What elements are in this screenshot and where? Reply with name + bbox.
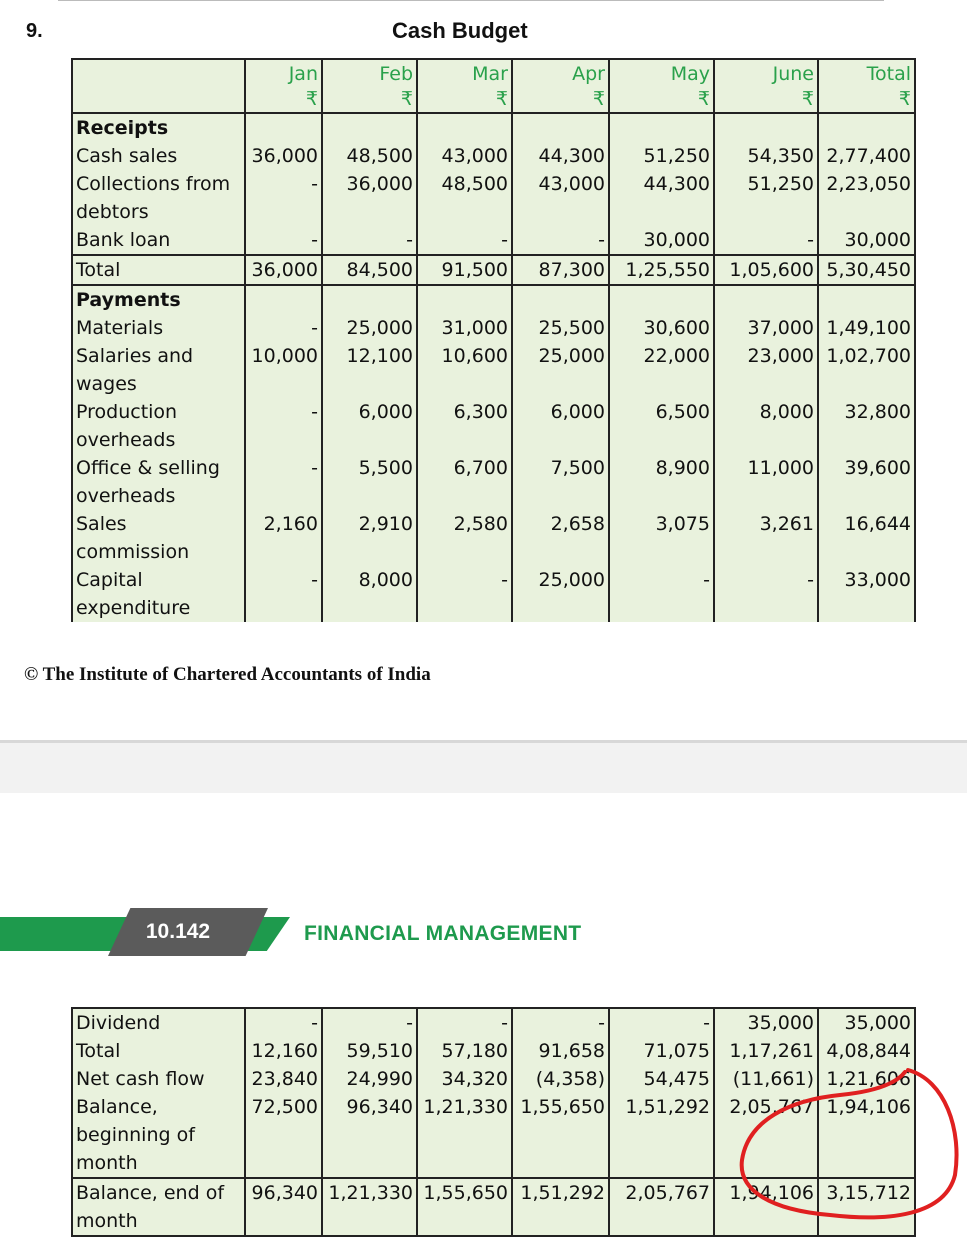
cell-value: 48,500	[322, 142, 417, 170]
cell-value: 6,000	[322, 398, 417, 454]
cell-value: 2,910	[322, 510, 417, 566]
cell-value: 2,23,050	[818, 170, 915, 226]
row-label	[72, 255, 245, 285]
empty-cell	[818, 285, 915, 314]
cell-value: 8,000	[322, 566, 417, 622]
cell-value: 25,000	[322, 314, 417, 342]
empty-cell	[512, 285, 609, 314]
cell-value: 1,05,600	[714, 255, 818, 285]
row-label	[72, 454, 245, 510]
cell-value: 3,15,712	[818, 1178, 915, 1236]
question-number: 9.	[26, 20, 43, 42]
table-row	[72, 226, 915, 255]
row-label	[72, 226, 245, 255]
cell-value: 1,55,650	[417, 1178, 512, 1236]
column-header	[818, 59, 915, 113]
cell-value: 6,000	[512, 398, 609, 454]
section-heading: Payments	[72, 285, 245, 314]
section-heading: Receipts	[72, 113, 245, 142]
cell-value: 91,658	[512, 1037, 609, 1065]
cell-value: 59,510	[322, 1037, 417, 1065]
row-label-line: overheads	[76, 429, 176, 451]
empty-cell	[714, 285, 818, 314]
empty-cell	[417, 285, 512, 314]
table-row	[72, 566, 915, 622]
cell-value: 43,000	[512, 170, 609, 226]
cell-value: 84,500	[322, 255, 417, 285]
row-label	[72, 1065, 245, 1093]
empty-cell	[714, 113, 818, 142]
cell-value: 1,51,292	[609, 1093, 714, 1178]
empty-cell	[609, 113, 714, 142]
cell-value: 2,77,400	[818, 142, 915, 170]
row-label	[72, 314, 245, 342]
cell-value: 1,25,550	[609, 255, 714, 285]
table-row	[72, 1008, 915, 1037]
chapter-title: FINANCIAL MANAGEMENT	[304, 922, 582, 945]
table-row	[72, 1037, 915, 1065]
cell-value: 6,700	[417, 454, 512, 510]
row-label-line: debtors	[76, 201, 149, 223]
cell-value: -	[322, 226, 417, 255]
cell-value: 2,05,767	[609, 1178, 714, 1236]
cell-value: 23,000	[714, 342, 818, 398]
cell-value: 16,644	[818, 510, 915, 566]
cell-value: 30,600	[609, 314, 714, 342]
cell-value: -	[245, 566, 322, 622]
column-header	[322, 59, 417, 113]
empty-cell	[818, 113, 915, 142]
row-label-line: Salaries and	[76, 345, 194, 367]
cell-value: 51,250	[609, 142, 714, 170]
row-label-line: Balance,	[76, 1096, 158, 1118]
cell-value: 25,500	[512, 314, 609, 342]
cell-value: -	[417, 1008, 512, 1037]
row-label-line: Production	[76, 401, 178, 423]
page-gap	[0, 743, 967, 793]
cell-value: (4,358)	[512, 1065, 609, 1093]
cell-value: 6,300	[417, 398, 512, 454]
cell-value: 1,51,292	[512, 1178, 609, 1236]
column-header	[609, 59, 714, 113]
cell-value: 96,340	[322, 1093, 417, 1178]
page-title: Cash Budget	[392, 18, 528, 43]
cell-value: 33,000	[818, 566, 915, 622]
cell-value: 1,49,100	[818, 314, 915, 342]
cell-value: 31,000	[417, 314, 512, 342]
column-unit: ₹	[305, 88, 318, 110]
cell-value: 87,300	[512, 255, 609, 285]
row-label-text: Total	[76, 259, 121, 281]
cell-value: 1,21,606	[818, 1065, 915, 1093]
column-unit: ₹	[592, 88, 605, 110]
cell-value: 30,000	[609, 226, 714, 255]
cell-value: -	[245, 454, 322, 510]
cell-value: 34,320	[417, 1065, 512, 1093]
cell-value: 91,500	[417, 255, 512, 285]
cell-value: 3,261	[714, 510, 818, 566]
row-label-line: Dividend	[76, 1012, 161, 1034]
column-unit: ₹	[400, 88, 413, 110]
row-label-line: Balance, end of	[76, 1182, 225, 1204]
column-unit: ₹	[697, 88, 710, 110]
cell-value: 25,000	[512, 566, 609, 622]
column-header	[245, 59, 322, 113]
column-unit: ₹	[898, 88, 911, 110]
table-row	[72, 510, 915, 566]
cell-value: 1,55,650	[512, 1093, 609, 1178]
cell-value: 8,000	[714, 398, 818, 454]
cash-budget-table	[71, 58, 916, 622]
cell-value: 11,000	[714, 454, 818, 510]
cell-value: 1,17,261	[714, 1037, 818, 1065]
row-label-line: month	[76, 1152, 138, 1174]
cell-value: -	[512, 1008, 609, 1037]
cell-value: 30,000	[818, 226, 915, 255]
table-row	[72, 170, 915, 226]
row-label	[72, 342, 245, 398]
cell-value: 54,475	[609, 1065, 714, 1093]
column-month: Apr	[572, 63, 605, 85]
cell-value: 1,21,330	[322, 1178, 417, 1236]
cell-value: -	[609, 566, 714, 622]
empty-cell	[245, 285, 322, 314]
table-row	[72, 1065, 915, 1093]
row-label-line: Net cash flow	[76, 1068, 205, 1090]
cell-value: 5,30,450	[818, 255, 915, 285]
empty-cell	[609, 285, 714, 314]
cell-value: -	[245, 398, 322, 454]
row-label-line: Bank loan	[76, 229, 171, 251]
row-label-line: Sales	[76, 513, 127, 535]
column-month: Feb	[379, 63, 413, 85]
column-month: Jan	[288, 63, 318, 85]
column-header	[512, 59, 609, 113]
row-label	[72, 566, 245, 622]
cell-value: -	[512, 226, 609, 255]
row-label	[72, 170, 245, 226]
row-label-line: Cash sales	[76, 145, 178, 167]
page-number: 10.142	[145, 920, 211, 943]
cell-value: 7,500	[512, 454, 609, 510]
cell-value: 35,000	[714, 1008, 818, 1037]
cell-value: 2,160	[245, 510, 322, 566]
cell-value: -	[245, 314, 322, 342]
cell-value: -	[609, 1008, 714, 1037]
cash-budget-table-continued	[71, 1007, 916, 1237]
total-row	[72, 255, 915, 285]
row-label	[72, 1037, 245, 1065]
row-label-line: Total	[76, 1040, 121, 1062]
row-label-line: month	[76, 1210, 138, 1232]
cell-value: 43,000	[417, 142, 512, 170]
table-row	[72, 342, 915, 398]
row-label	[72, 1093, 245, 1178]
empty-cell	[417, 113, 512, 142]
table-row	[72, 1178, 915, 1236]
cell-value: 39,600	[818, 454, 915, 510]
table-row	[72, 398, 915, 454]
table-row	[72, 454, 915, 510]
cell-value: 44,300	[512, 142, 609, 170]
cell-value: 71,075	[609, 1037, 714, 1065]
cell-value: 25,000	[512, 342, 609, 398]
cell-value: (11,661)	[714, 1065, 818, 1093]
cell-value: 12,160	[245, 1037, 322, 1065]
column-header	[714, 59, 818, 113]
row-label-line: Capital	[76, 569, 143, 591]
row-label-line: commission	[76, 541, 190, 563]
empty-cell	[245, 113, 322, 142]
table-row	[72, 142, 915, 170]
cell-value: 1,21,330	[417, 1093, 512, 1178]
section-heading-row	[72, 113, 915, 142]
cell-value: 12,100	[322, 342, 417, 398]
empty-cell	[322, 113, 417, 142]
column-unit: ₹	[801, 88, 814, 110]
cell-value: -	[245, 1008, 322, 1037]
row-label	[72, 1008, 245, 1037]
cell-value: 1,02,700	[818, 342, 915, 398]
cell-value: 54,350	[714, 142, 818, 170]
row-label-line: Collections from	[76, 173, 231, 195]
cell-value: -	[417, 566, 512, 622]
cell-value: 2,05,767	[714, 1093, 818, 1178]
cell-value: -	[245, 226, 322, 255]
cell-value: 1,94,106	[714, 1178, 818, 1236]
column-header	[417, 59, 512, 113]
cell-value: 35,000	[818, 1008, 915, 1037]
copyright-notice: © The Institute of Chartered Accountants of India	[24, 664, 431, 685]
cell-value: -	[322, 1008, 417, 1037]
row-label	[72, 142, 245, 170]
column-month: Total	[866, 63, 911, 85]
cell-value: 23,840	[245, 1065, 322, 1093]
cell-value: 10,000	[245, 342, 322, 398]
cell-value: 57,180	[417, 1037, 512, 1065]
cell-value: -	[245, 170, 322, 226]
column-unit: ₹	[495, 88, 508, 110]
cell-value: 51,250	[714, 170, 818, 226]
row-label	[72, 398, 245, 454]
row-label-line: Office & selling	[76, 457, 220, 479]
cell-value: 2,658	[512, 510, 609, 566]
column-month: May	[670, 63, 710, 85]
header-row	[72, 59, 915, 113]
cell-value: 6,500	[609, 398, 714, 454]
cell-value: 72,500	[245, 1093, 322, 1178]
top-rule	[58, 0, 884, 1]
cell-value: 36,000	[245, 142, 322, 170]
column-month: June	[772, 63, 814, 85]
cell-value: 2,580	[417, 510, 512, 566]
cell-value: 24,990	[322, 1065, 417, 1093]
section-heading-row	[72, 285, 915, 314]
cell-value: 36,000	[322, 170, 417, 226]
cell-value: 8,900	[609, 454, 714, 510]
row-label-line: expenditure	[76, 597, 191, 619]
cell-value: -	[714, 566, 818, 622]
cell-value: 48,500	[417, 170, 512, 226]
cell-value: -	[417, 226, 512, 255]
row-label	[72, 510, 245, 566]
cell-value: 44,300	[609, 170, 714, 226]
column-month: Mar	[472, 63, 508, 85]
cell-value: 36,000	[245, 255, 322, 285]
row-label	[72, 1178, 245, 1236]
cell-value: 3,075	[609, 510, 714, 566]
cell-value: 37,000	[714, 314, 818, 342]
cell-value: 32,800	[818, 398, 915, 454]
row-label-line: overheads	[76, 485, 176, 507]
empty-cell	[322, 285, 417, 314]
table-row	[72, 314, 915, 342]
cell-value: -	[714, 226, 818, 255]
cell-value: 1,94,106	[818, 1093, 915, 1178]
header-blank-cell	[72, 59, 245, 113]
row-label-line: wages	[76, 373, 137, 395]
empty-cell	[512, 113, 609, 142]
cell-value: 22,000	[609, 342, 714, 398]
row-label-line: beginning of	[76, 1124, 195, 1146]
cell-value: 5,500	[322, 454, 417, 510]
row-label-line: Materials	[76, 317, 164, 339]
cell-value: 4,08,844	[818, 1037, 915, 1065]
cell-value: 10,600	[417, 342, 512, 398]
table-row	[72, 1093, 915, 1178]
cell-value: 96,340	[245, 1178, 322, 1236]
